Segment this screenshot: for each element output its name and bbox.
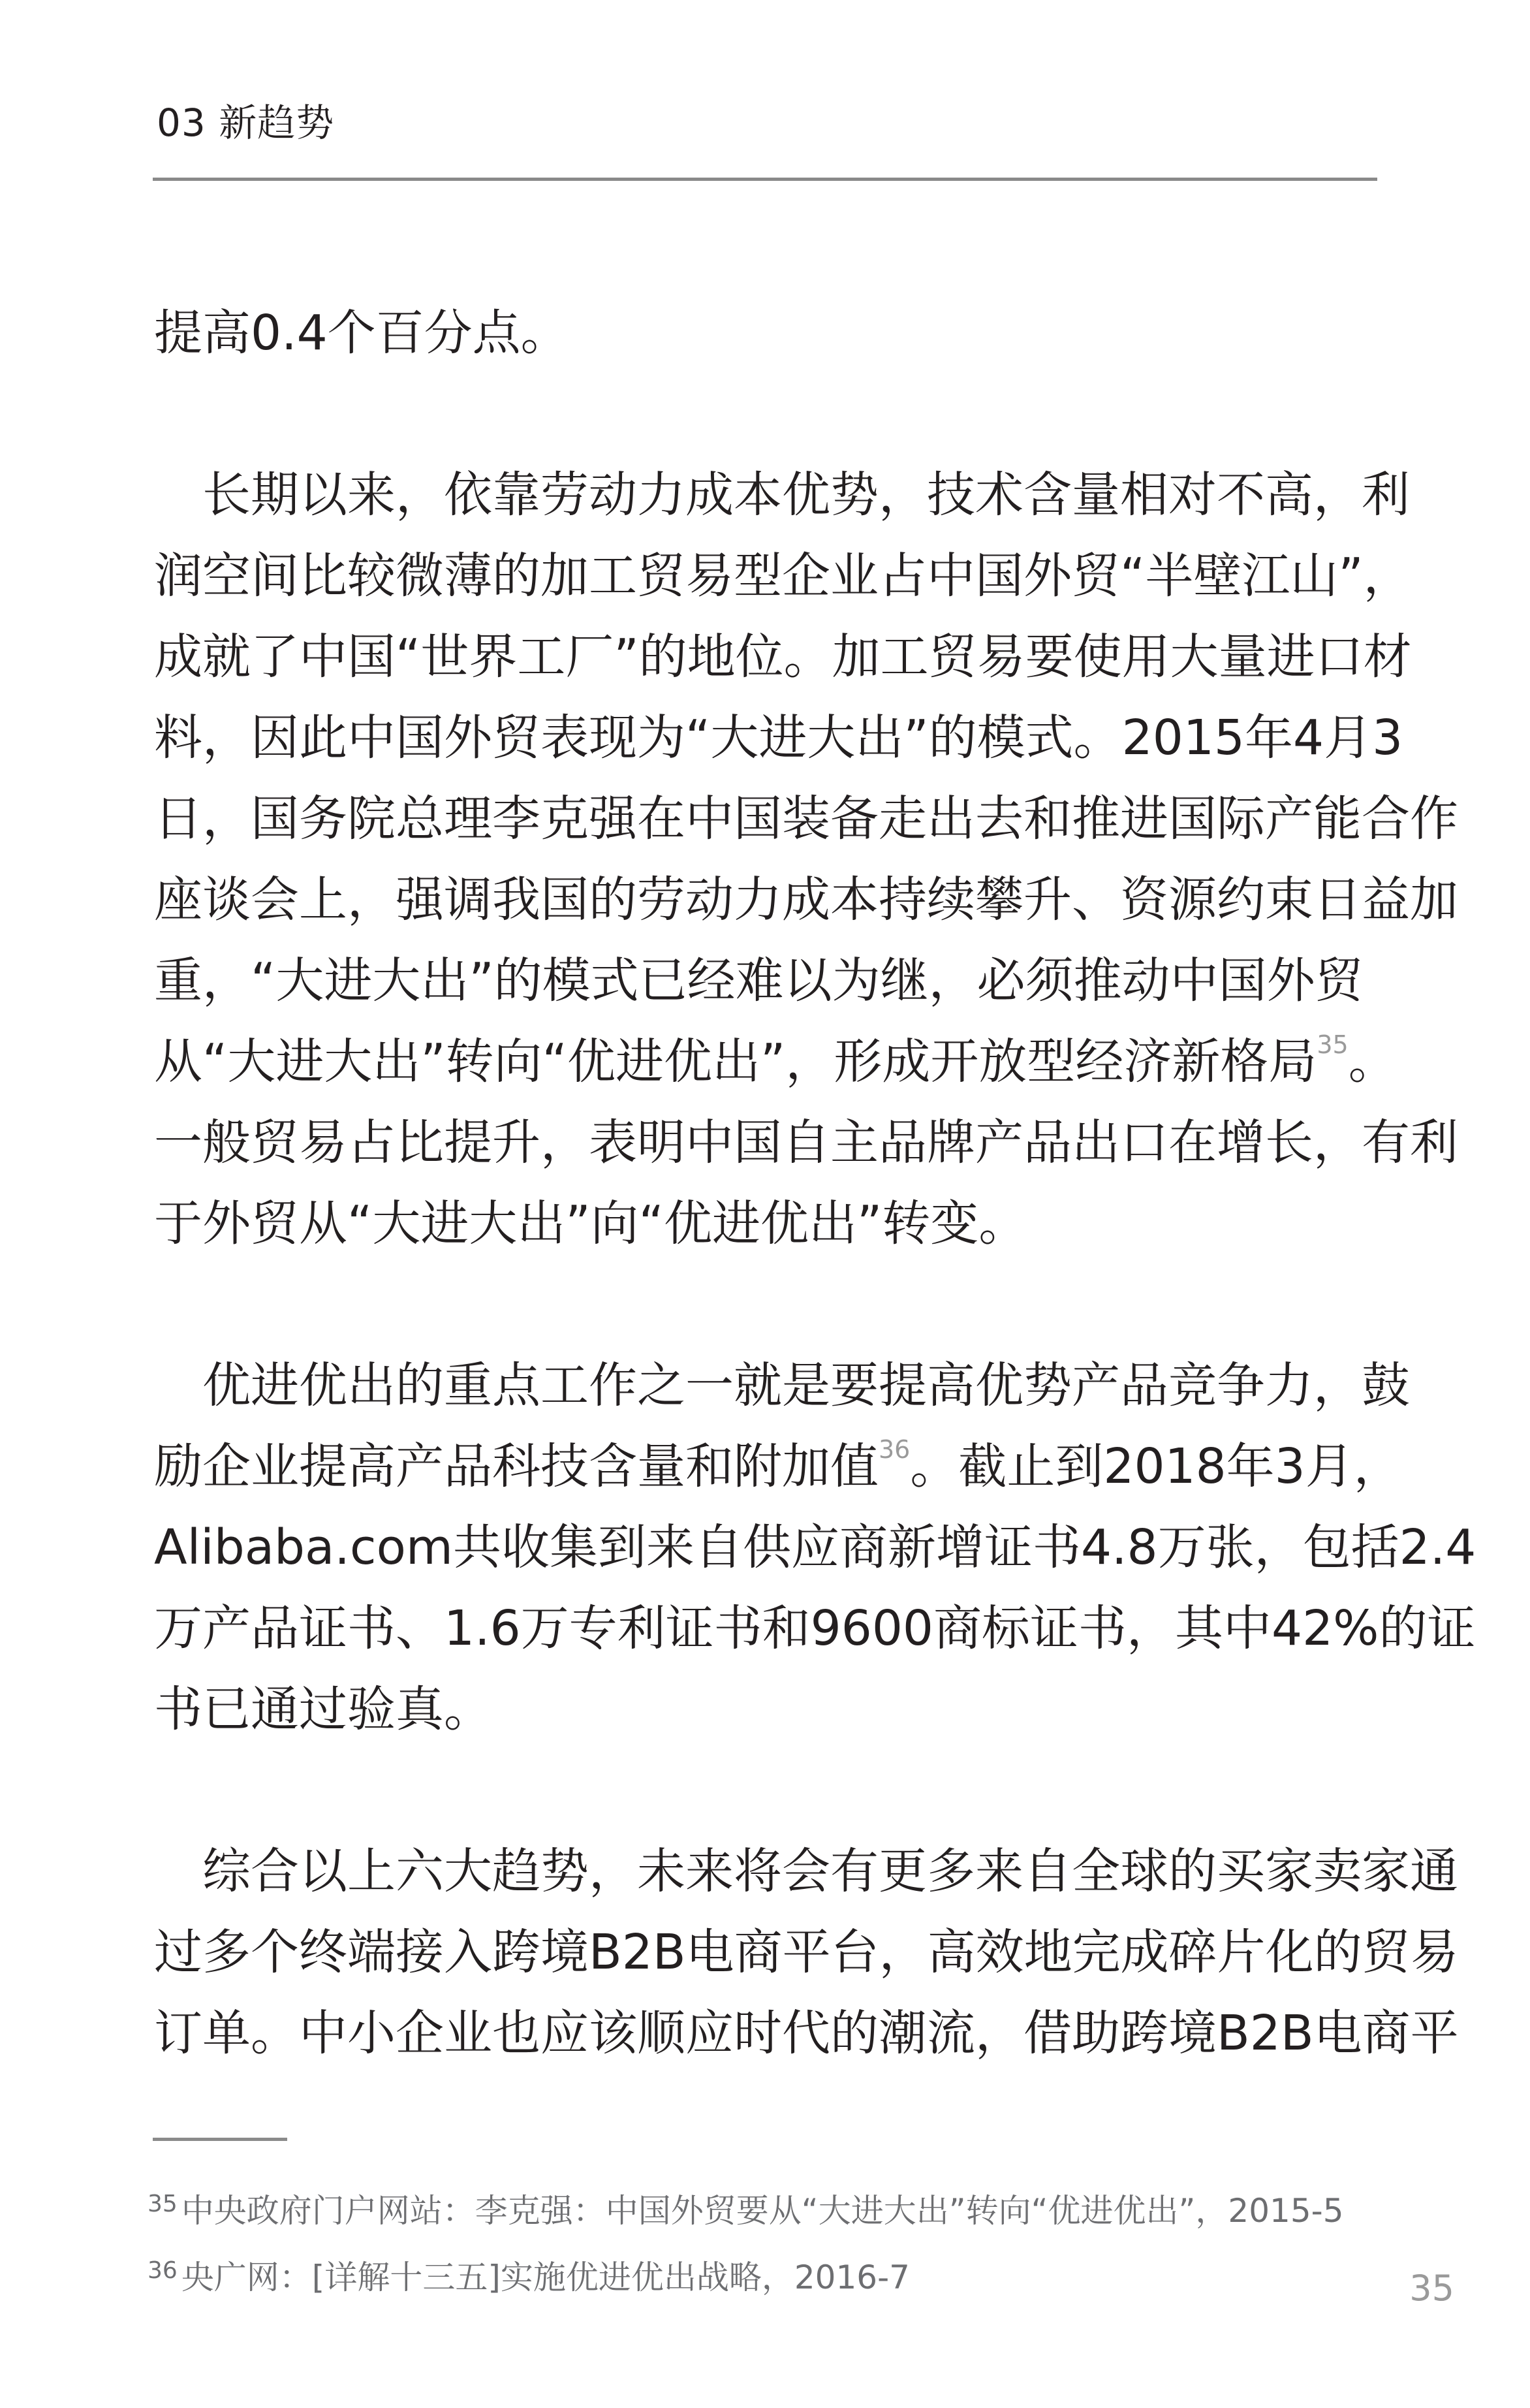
text-segment: 励企业提高产品科技含量和附加值 — [154, 1438, 879, 1495]
text-line: 成就了中国“世界工厂”的地位。加工贸易要使用大量进口材 — [154, 629, 1412, 685]
text-line: 万产品证书、1.6万专利证书和9600商标证书，其中42%的证 — [154, 1600, 1476, 1656]
text-line: 一般贸易占比提升，表明中国自主品牌产品出口在增长，有利 — [154, 1115, 1458, 1171]
header-divider — [153, 178, 1377, 181]
paragraph-1 — [154, 293, 1386, 373]
paragraph-3 — [154, 1345, 1476, 1750]
text-line: 订单。中小企业也应该顺应时代的潮流，借助跨境B2B电商平 — [154, 2005, 1459, 2061]
footnote-ref-36[interactable]: 36 — [879, 1435, 911, 1464]
footnote-text: 央广网：[详解十三五]实施优进优出战略，2016-7 — [181, 2258, 910, 2296]
text-line — [154, 1426, 1402, 1507]
body-text — [154, 293, 1476, 2074]
text-line: 润空间比较微薄的加工贸易型企业占中国外贸“半壁江山”， — [154, 548, 1412, 604]
paragraph-gap — [154, 1750, 1386, 1831]
text-line: 提高0.4个百分点。 — [154, 305, 569, 361]
paragraph-4 — [154, 1831, 1459, 2074]
chapter-header: 03 新趋势 — [157, 101, 335, 145]
text-line: 日，国务院总理李克强在中国装备走出去和推进国际产能合作 — [154, 791, 1458, 847]
text-line: 综合以上六大趋势，未来将会有更多来自全球的买家卖家通 — [154, 1843, 1458, 1899]
text-line — [154, 1021, 1397, 1102]
text-line: 于外贸从“大进大出”向“优进优出”转变。 — [154, 1196, 1027, 1252]
text-segment: 。 — [1348, 1034, 1397, 1090]
text-line: 长期以来，依靠劳动力成本优势，技术含量相对不高，利 — [154, 467, 1410, 523]
footnote-36 — [148, 2241, 1344, 2307]
text-line: 料，因此中国外贸表现为“大进大出”的模式。2015年4月3 — [154, 710, 1403, 766]
paragraph-2 — [154, 454, 1458, 1264]
footnote-number: 35 — [148, 2191, 178, 2217]
footnotes — [148, 2174, 1344, 2307]
text-segment: 。截止到2018年3月， — [910, 1438, 1402, 1495]
text-line: 座谈会上，强调我国的劳动力成本持续攀升、资源约束日益加 — [154, 872, 1458, 928]
text-line: 书已通过验真。 — [154, 1681, 492, 1737]
footnote-number: 36 — [148, 2257, 178, 2284]
footnote-divider — [153, 2138, 287, 2141]
footnote-ref-35[interactable]: 35 — [1317, 1030, 1349, 1059]
text-line: 优进优出的重点工作之一就是要提高优势产品竞争力，鼓 — [154, 1357, 1410, 1414]
text-line: 过多个终端接入跨境B2B电商平台，高效地完成碎片化的贸易 — [154, 1924, 1459, 1980]
paragraph-gap — [154, 1264, 1386, 1345]
text-segment: 从“大进大出”转向“优进优出”，形成开放型经济新格局 — [154, 1034, 1317, 1090]
footnote-text: 中央政府门户网站：李克强：中国外贸要从“大进大出”转向“优进优出”，2015-5 — [181, 2192, 1344, 2230]
text-line: 重，“大进大出”的模式已经难以为继，必须推动中国外贸 — [154, 953, 1364, 1009]
paragraph-gap — [154, 373, 1386, 454]
text-line: Alibaba.com共收集到来自供应商新增证书4.8万张，包括2.4 — [154, 1519, 1476, 1576]
page-number: 35 — [1409, 2268, 1454, 2309]
footnote-35 — [148, 2174, 1344, 2241]
